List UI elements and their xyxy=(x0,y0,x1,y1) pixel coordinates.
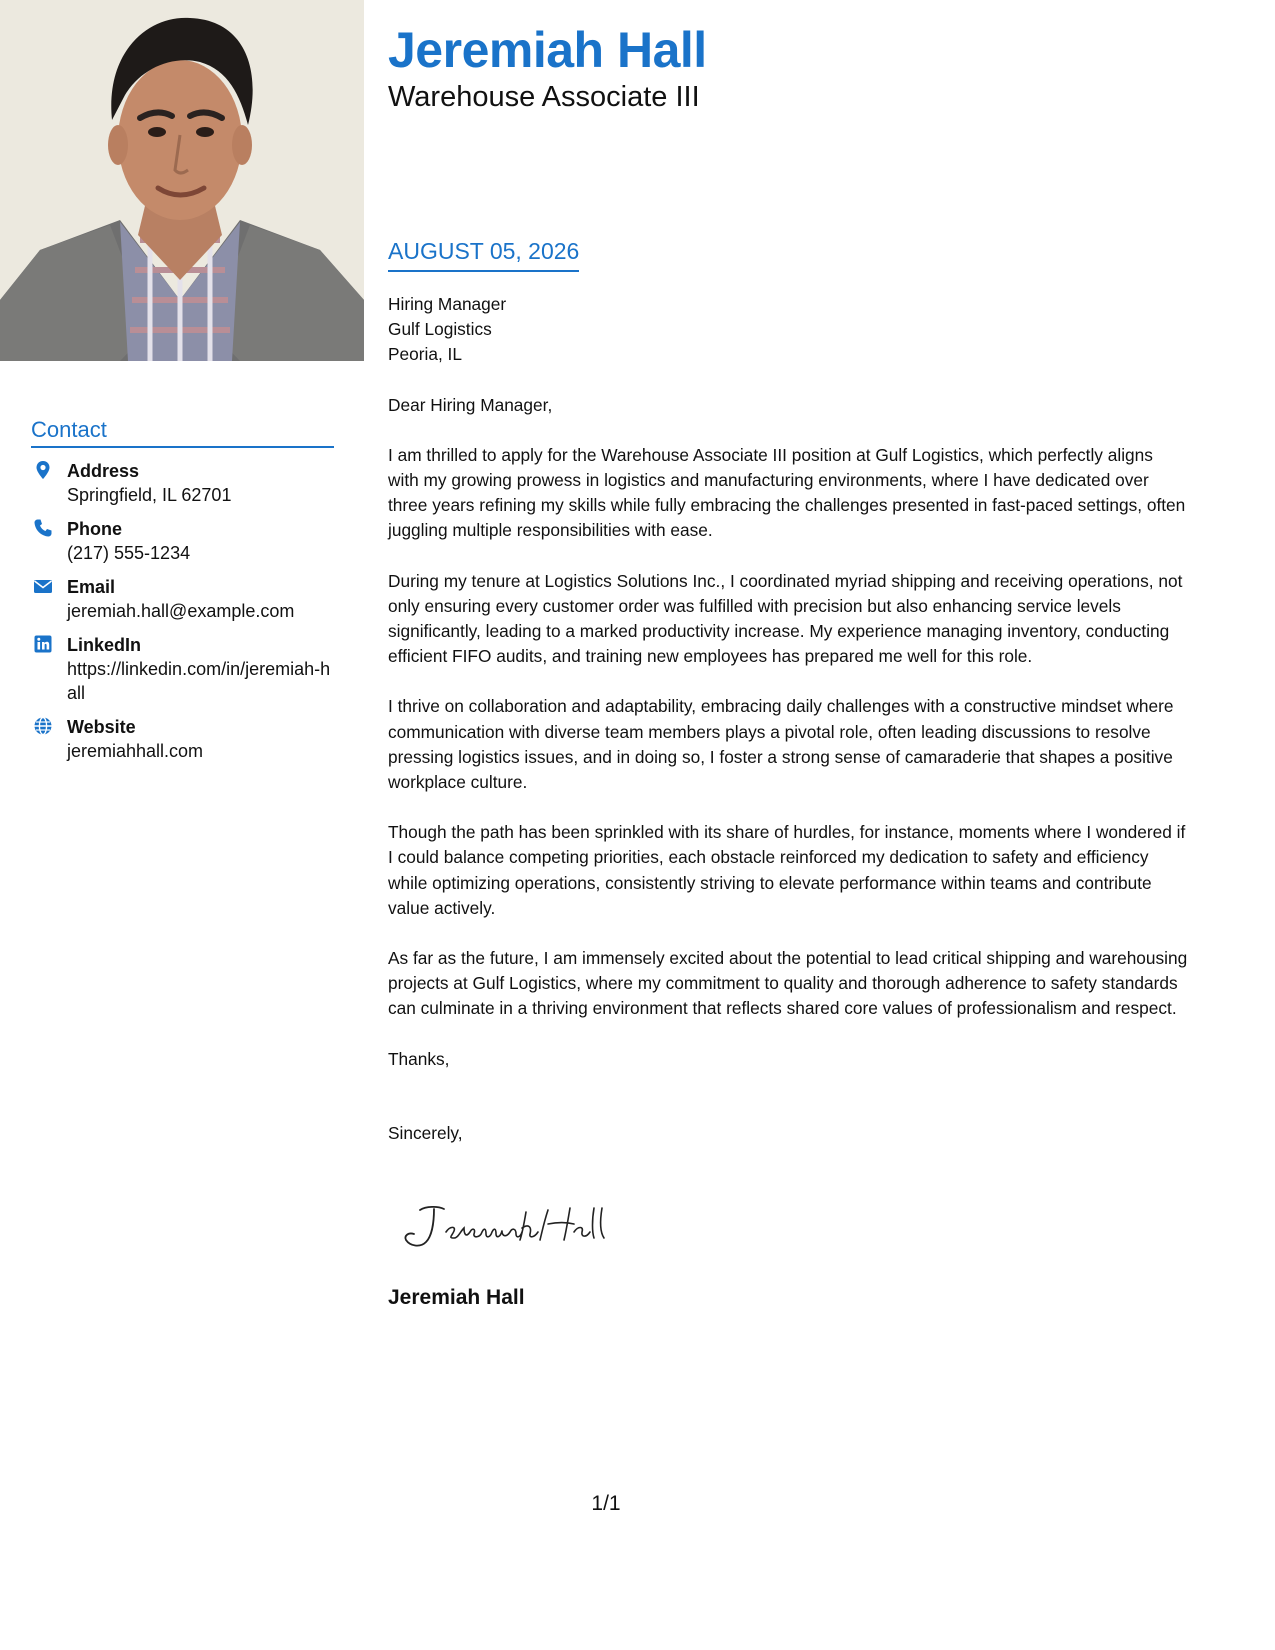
letter-paragraph: During my tenure at Logistics Solutions Inc., I coordinated myriad shipping and receiving operations, not only ensuring every customer order was fulfilled with precision but also enhancing service levels significantly, leading to a marked productivity increase. My experience managing inventory, conducting efficient FIFO audits, and training new employees has prepared me well for this role. xyxy=(388,570,1183,667)
email-value[interactable]: jeremiah.hall@example.com xyxy=(67,601,295,621)
closing-sincerely: Sincerely, xyxy=(388,1122,463,1143)
job-title: Warehouse Associate III xyxy=(388,81,700,113)
contact-item-phone xyxy=(31,517,334,565)
email-label: Email xyxy=(67,577,116,597)
website-label: Website xyxy=(67,717,136,737)
closing-thanks: Thanks, xyxy=(388,1048,450,1069)
recipient-line: Hiring Manager xyxy=(388,294,507,314)
letter-paragraph: I thrive on collaboration and adaptability, embracing daily challenges with a constructive mindset where communication with diverse team members plays a pivotal role, often leading discussions to resolve pressing logistics issues, and in doing so, I foster a strong sense of camaraderie that shapes a positive workplace culture. xyxy=(388,696,1174,793)
letter-body xyxy=(388,292,1188,1146)
contact-list xyxy=(31,459,334,763)
phone-icon xyxy=(33,518,53,538)
recipient-line: Peoria, IL xyxy=(388,344,462,365)
page-number: 1/1 xyxy=(591,1492,621,1515)
contact-section xyxy=(31,416,334,773)
linkedin-icon xyxy=(33,634,53,654)
letter-paragraph: I am thrilled to apply for the Warehouse Associate III position at Gulf Logistics, which perfectly aligns with my growing prowess in logistics and manufacturing environments, where I have dedicated over three years refining my skills while fully embracing the challenges presented in fast-paced settings, often juggling multiple responsibilities with ease. xyxy=(388,444,1186,541)
recipient-line: Gulf Logistics xyxy=(388,319,492,340)
contact-item-address xyxy=(31,459,334,507)
address-label: Address xyxy=(67,461,140,481)
contact-item-email xyxy=(31,575,334,623)
letter-date: AUGUST 05, 2026 xyxy=(388,237,579,272)
address-value: Springfield, IL 62701 xyxy=(67,485,232,505)
contact-item-website xyxy=(31,715,334,763)
letter-paragraph: As far as the future, I am immensely excited about the potential to lead critical shipping and warehousing projects at Gulf Logistics, where my commitment to quality and thorough adherence to safety standards can culminate in a thriving environment that reflects shared core values of professionalism and respect. xyxy=(388,948,1188,1019)
phone-label: Phone xyxy=(67,519,123,539)
website-value[interactable]: jeremiahhall.com xyxy=(67,741,204,761)
phone-value: (217) 555-1234 xyxy=(67,543,191,563)
applicant-name: Jeremiah Hall xyxy=(388,22,707,78)
linkedin-label: LinkedIn xyxy=(67,635,142,655)
globe-icon xyxy=(33,716,53,736)
contact-heading: Contact xyxy=(31,416,334,448)
handwritten-signature xyxy=(398,1198,628,1253)
location-pin-icon xyxy=(33,460,53,480)
envelope-icon xyxy=(33,576,53,596)
letter-paragraph: Though the path has been sprinkled with its share of hurdles, for instance, moments where I wondered if I could balance competing priorities, each obstacle reinforced my dedication to safety and efficiency while optimizing operations, consistently striving to elevate performance within teams and contribute value actively. xyxy=(388,822,1186,918)
letter-date-block xyxy=(388,237,579,272)
salutation: Dear Hiring Manager, xyxy=(388,394,553,415)
profile-photo xyxy=(0,0,364,361)
recipient-block xyxy=(388,292,1188,368)
portrait-illustration xyxy=(0,0,364,361)
contact-item-linkedin xyxy=(31,633,334,705)
signed-name: Jeremiah Hall xyxy=(388,1286,525,1309)
linkedin-value[interactable]: https://linkedin.com/in/jeremiah-hall xyxy=(67,659,331,703)
